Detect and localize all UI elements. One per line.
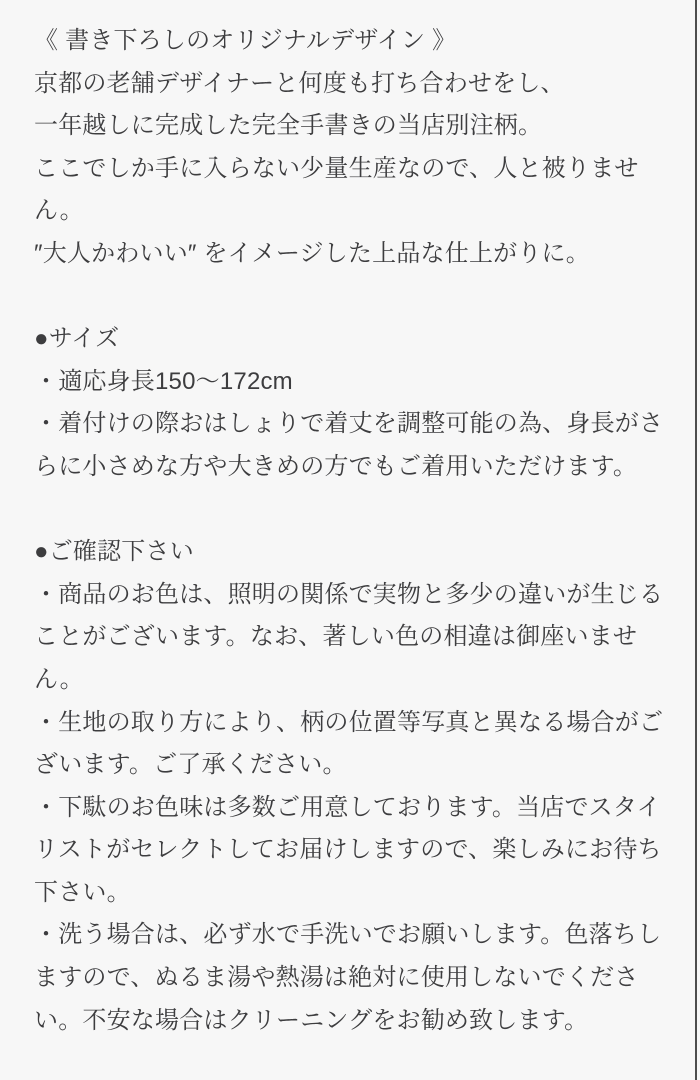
- text-line: ・下駄のお色味は多数ご用意しております。当店でスタイ: [34, 793, 661, 821]
- section-size: [34, 318, 670, 488]
- section-heading: ●サイズ: [34, 325, 120, 353]
- text-line: ざいます。ご了承ください。: [34, 751, 347, 779]
- section-heading: ●ご確認下さい: [34, 538, 194, 566]
- text-line: らに小さめな方や大きめの方でもご着用いただけます。: [34, 452, 638, 480]
- text-line: リストがセレクトしてお届けしますので、楽しみにお待ち: [34, 836, 662, 864]
- description-text: [34, 20, 670, 1042]
- text-line: 一年越しに完成した完全手書きの当店別注柄。: [34, 112, 543, 140]
- text-line: 京都の老舗デザイナーと何度も打ち合わせをし、: [34, 69, 565, 97]
- text-line: ことがございます。なお、著しい色の相違は御座いませ: [34, 623, 638, 651]
- text-line: 下さい。: [34, 878, 131, 906]
- text-line: ん。: [34, 665, 84, 693]
- text-line: ・商品のお色は、照明の関係で実物と多少の違いが生じる: [34, 580, 664, 608]
- text-line: ・洗う場合は、必ず水で手洗いでお願いします。色落ちし: [34, 921, 662, 949]
- text-line: ・生地の取り方により、柄の位置等写真と異なる場合がご: [34, 708, 664, 736]
- section-confirmation: [34, 531, 670, 1042]
- right-edge-border: [695, 0, 697, 1080]
- text-line: ますので、ぬるま湯や熱湯は絶対に使用しないでくださ: [34, 964, 639, 992]
- section-intro: [34, 20, 670, 276]
- section-heading: 《 書き下ろしのオリジナルデザイン 》: [34, 27, 457, 54]
- text-line: ・着付けの際おはしょりで着丈を調整可能の為、身長がさ: [34, 410, 664, 438]
- text-line: ここでしか手に入らない少量生産なので、人と被りませ: [34, 154, 639, 182]
- text-line: ・適応身長150〜172cm: [34, 367, 293, 395]
- text-line: い。不安な場合はクリーニングをお勧め致します。: [34, 1006, 589, 1034]
- text-line: ん。: [34, 197, 84, 225]
- text-line: ″大人かわいい″ をイメージした上品な仕上がりに。: [34, 239, 590, 267]
